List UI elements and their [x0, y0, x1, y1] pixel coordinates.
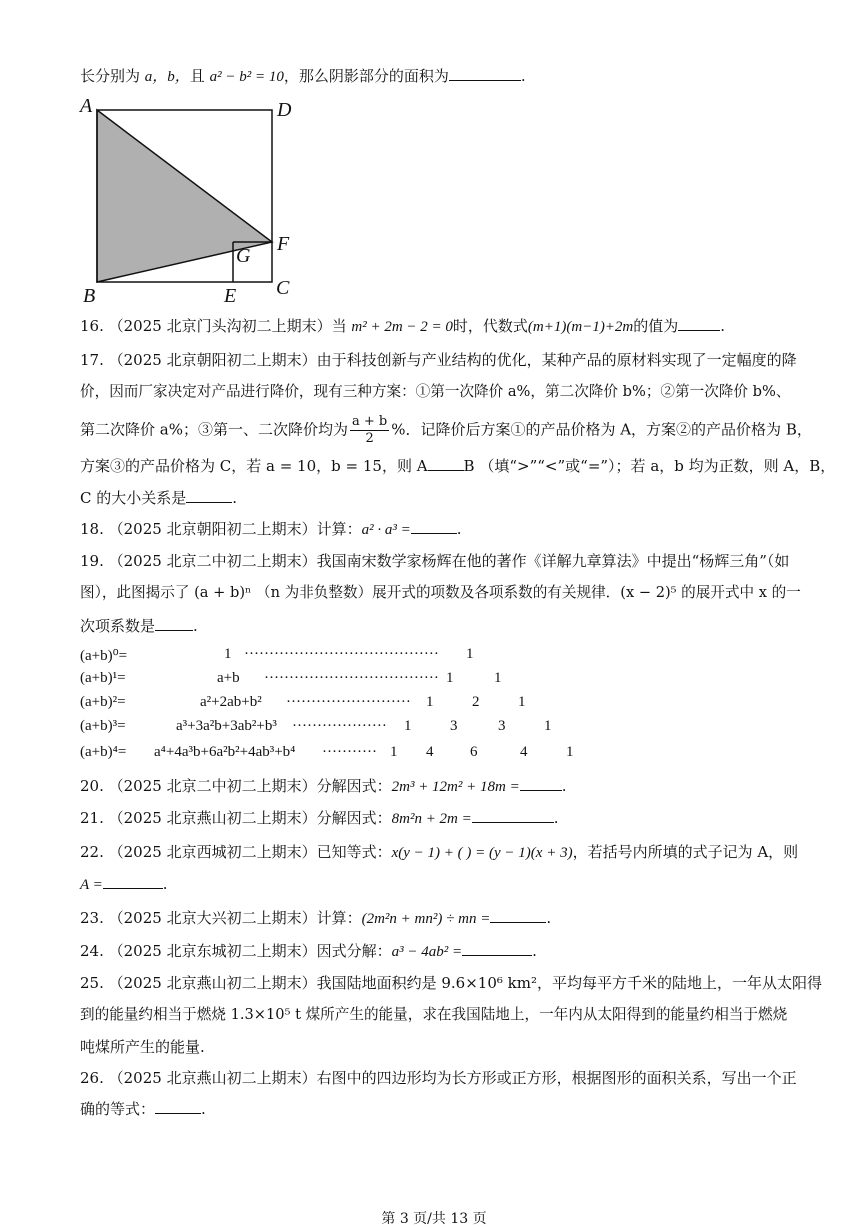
q15-equation: a² − b² = 10	[209, 69, 284, 85]
question-source: （2025 北京二中初二上期末）	[108, 777, 317, 795]
q23-line: 23. （2025 北京大兴初二上期末）计算：(2m²n + mn²) ÷ mn = .	[80, 909, 552, 927]
yh-dots: ···········	[322, 744, 377, 760]
question-source: （2025 北京二中初二上期末）	[108, 552, 317, 570]
question-source: （2025 北京朝阳初二上期末）	[108, 351, 317, 369]
yh-dots: ···················	[292, 718, 387, 734]
question-number: 17.	[80, 351, 104, 369]
yh-coef: 1	[446, 670, 454, 686]
yh-lhs: (a+b)⁰=	[80, 648, 128, 664]
q15-text: 长分别为	[80, 67, 145, 85]
q18-answer-blank[interactable]	[411, 519, 457, 534]
q22-line-1: 22. （2025 北京西城初二上期末）已知等式：x(y − 1) + ( ) = (y − 1)(x + 3)，若括号内所填的式子记为 A，则	[80, 843, 799, 861]
label-c: C	[276, 277, 290, 299]
question-number: 24.	[80, 942, 104, 960]
yh-lhs: (a+b)³=	[80, 718, 126, 734]
question-number: 19.	[80, 552, 104, 570]
yh-coef: 1	[426, 694, 434, 710]
question-number: 23.	[80, 909, 104, 927]
q21-expression: 8m²n + 2m =	[391, 811, 472, 827]
q18-line: 18. （2025 北京朝阳初二上期末）计算：a² · a³ = .	[80, 520, 462, 538]
yh-expr: a+b	[217, 670, 240, 686]
yh-dots: ·························	[286, 694, 411, 710]
yh-expr: 1	[224, 646, 232, 662]
q17-line-1: 17. （2025 北京朝阳初二上期末）由于科技创新与产业结构的优化，某种产品的原材料实现了一定幅度的降	[80, 351, 797, 369]
q19-answer-blank[interactable]	[155, 616, 193, 631]
yh-expr: a⁴+4a³b+6a²b²+4ab³+b⁴	[154, 744, 296, 760]
yh-coef: 6	[470, 744, 478, 760]
q21-line: 21. （2025 北京燕山初二上期末）分解因式：8m²n + 2m = .	[80, 809, 559, 827]
q25-line-3: 吨煤所产生的能量.	[80, 1038, 205, 1056]
q26-line-1: 26. （2025 北京燕山初二上期末）右图中的四边形均为长方形或正方形，根据图形的面积关系，写出一个正	[80, 1069, 797, 1087]
page-footer: 第 3 页/共 13 页	[381, 1211, 487, 1227]
q17-fraction: $\frac{a + b}{2}$	[351, 414, 388, 446]
yh-expr: a²+2ab+b²	[200, 694, 262, 710]
yh-dots: ···································	[264, 670, 439, 686]
q20-line: 20. （2025 北京二中初二上期末）分解因式：2m³ + 12m² + 18m = .	[80, 777, 567, 795]
yh-coef: 1	[494, 670, 502, 686]
yh-coef: 4	[426, 744, 434, 760]
q17-answer-blank[interactable]	[186, 488, 232, 503]
yh-dots: ·······································	[244, 646, 439, 662]
question-source: （2025 北京燕山初二上期末）	[108, 1069, 317, 1087]
question-source: （2025 北京燕山初二上期末）	[108, 809, 317, 827]
yh-coef: 1	[566, 744, 574, 760]
q17-line-3: 第二次降价 a%；③第一、二次降价均为 $\frac{a + b}{2}$ %．记降价后方案①的产品价格为 A，方案②的产品价格为 B，	[80, 414, 812, 446]
yh-coef: 1	[466, 646, 474, 662]
question-number: 20.	[80, 777, 104, 795]
yh-lhs: (a+b)⁴=	[80, 744, 127, 760]
q15-text: ，那么阴影部分的面积为	[283, 67, 449, 85]
q15-text: 且	[189, 67, 210, 85]
yh-coef: 3	[450, 718, 458, 734]
question-source: （2025 北京大兴初二上期末）	[108, 909, 317, 927]
yh-coef: 3	[498, 718, 506, 734]
q25-line-1: 25. （2025 北京燕山初二上期末）我国陆地面积约是 9.6×10⁶ km²，平均每平方千米的陆地上，一年从太阳得	[80, 974, 822, 992]
q23-answer-blank[interactable]	[490, 908, 546, 923]
question-number: 25.	[80, 974, 104, 992]
yh-coef: 1	[390, 744, 398, 760]
q16-answer-blank[interactable]	[678, 316, 720, 331]
question-number: 18.	[80, 520, 104, 538]
q17-line-5: C 的大小关系是 .	[80, 489, 238, 507]
q20-answer-blank[interactable]	[520, 776, 562, 791]
label-b: B	[83, 285, 96, 307]
yh-coef: 1	[404, 718, 412, 734]
question-source: （2025 北京门头沟初二上期末）	[108, 317, 332, 335]
geometry-figure	[78, 92, 308, 307]
q25-line-2: 到的能量约相当于燃烧 1.3×10⁵ t 煤所产生的能量，求在我国陆地上，一年内从太阳得到的能量约相当于燃烧	[80, 1006, 788, 1023]
label-f: F	[277, 233, 290, 255]
question-number: 21.	[80, 809, 104, 827]
q19-line-1: 19. （2025 北京二中初二上期末）我国南宋数学家杨辉在他的著作《详解九章算法》中提出“杨辉三角”（如	[80, 552, 790, 570]
q15-vars: a，b，	[144, 69, 190, 85]
q18-expression: a² · a³ =	[361, 522, 411, 538]
q17-compare-blank[interactable]	[428, 456, 464, 471]
q16-expression: (m+1)(m−1)+2m	[527, 319, 634, 335]
label-a: A	[80, 95, 93, 117]
q23-expression: (2m²n + mn²) ÷ mn =	[361, 911, 491, 927]
q26-line-2: 确的等式： .	[80, 1100, 206, 1118]
q15-tail-line: 长分别为 a，b，且 a² − b² = 10，那么阴影部分的面积为 .	[80, 67, 526, 85]
question-source: （2025 北京燕山初二上期末）	[108, 974, 317, 992]
q22-answer-blank[interactable]	[103, 874, 163, 889]
q17-line-2: 价，因而厂家决定对产品进行降价，现有三种方案：①第一次降价 a%，第二次降价 b%；②第一次降价 b%、	[80, 383, 791, 400]
label-g: G	[236, 245, 251, 267]
q22-line-2: A = .	[80, 875, 168, 893]
q17-line-4: 方案③的产品价格为 C，若 a = 10，b = 15，则 A B （填“>”“<”或“=”）；若 a，b 均为正数，则 A，B，	[80, 457, 836, 475]
yh-coef: 1	[518, 694, 526, 710]
q20-expression: 2m³ + 12m² + 18m =	[391, 779, 520, 795]
label-d: D	[277, 99, 292, 121]
yh-lhs: (a+b)²=	[80, 694, 126, 710]
q16-condition: m² + 2m − 2 = 0	[351, 319, 453, 335]
q24-line: 24. （2025 北京东城初二上期末）因式分解：a³ − 4ab² = .	[80, 942, 537, 960]
question-source: （2025 北京西城初二上期末）	[108, 843, 317, 861]
question-source: （2025 北京东城初二上期末）	[108, 942, 317, 960]
question-number: 22.	[80, 843, 104, 861]
q24-answer-blank[interactable]	[462, 941, 532, 956]
label-e: E	[224, 285, 237, 307]
question-source: （2025 北京朝阳初二上期末）	[108, 520, 317, 538]
yh-lhs: (a+b)¹=	[80, 670, 126, 686]
q19-line-3: 次项系数是 .	[80, 617, 198, 635]
yh-coef: 4	[520, 744, 528, 760]
question-number: 16.	[80, 317, 104, 335]
yh-expr: a³+3a²b+3ab²+b³	[176, 718, 277, 734]
q24-expression: a³ − 4ab² =	[391, 944, 463, 960]
q21-answer-blank[interactable]	[472, 808, 554, 823]
yh-coef: 2	[472, 694, 480, 710]
q26-answer-blank[interactable]	[155, 1099, 201, 1114]
yh-coef: 1	[544, 718, 552, 734]
q15-answer-blank[interactable]	[449, 66, 521, 81]
q22-expression: x(y − 1) + ( ) = (y − 1)(x + 3)	[391, 845, 573, 861]
q19-line-2: 图），此图揭示了 (a + b)ⁿ （n 为非负整数）展开式的项数及各项系数的有关规律．(x − 2)⁵ 的展开式中 x 的一	[80, 584, 801, 601]
q16-line: 16. （2025 北京门头沟初二上期末）当 m² + 2m − 2 = 0时，代数式(m+1)(m−1)+2m的值为 .	[80, 317, 726, 335]
question-number: 26.	[80, 1069, 104, 1087]
